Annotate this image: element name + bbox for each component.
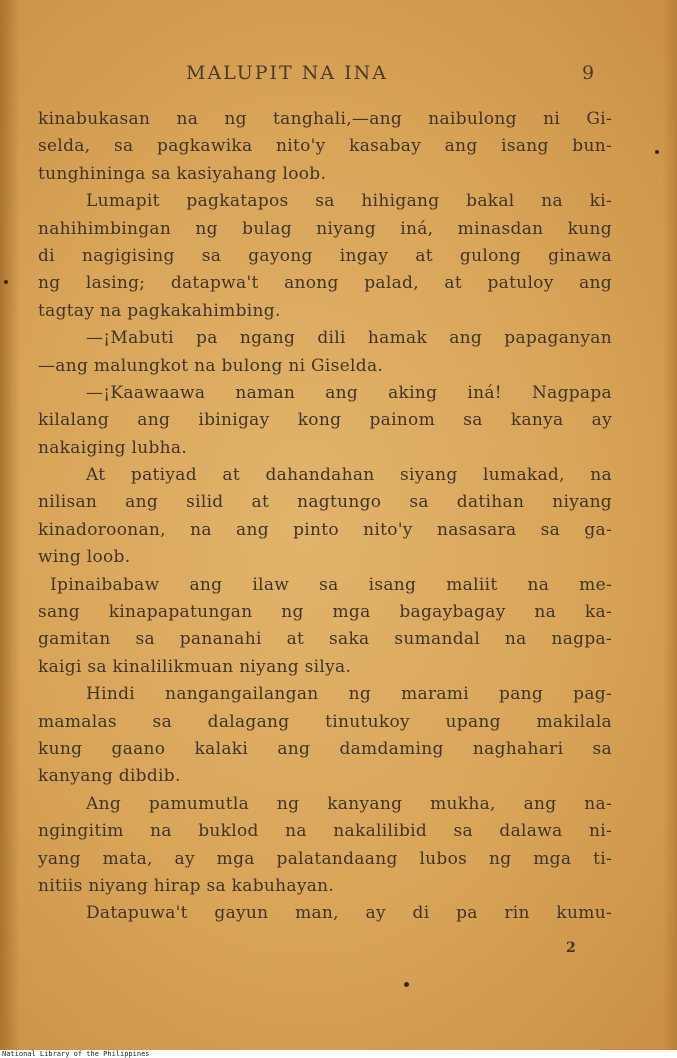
text-line: sang kinapapatungan ng mga bagaybagay na ka-: [38, 602, 612, 623]
text-line: mamalas sa dalagang tinutukoy upang makilala: [38, 711, 612, 732]
page-header: [0, 62, 677, 88]
text-line: yang mata, ay mga palatandaang lubos ng mga ti-: [38, 848, 612, 869]
text-line: Hindi nangangailangan ng marami pang pag-: [86, 684, 612, 705]
signature-mark: 2: [566, 940, 576, 956]
text-line: At patiyad at dahandahan siyang lumakad, na: [86, 465, 612, 486]
text-line: ngingitim na buklod na nakalilibid sa dalawa ni-: [38, 821, 612, 842]
text-line: kung gaano kalaki ang damdaming naghahari sa: [38, 738, 612, 759]
page-shadow-right: [663, 0, 677, 1050]
text-line: —¡Kaawaawa naman ang aking iná! Nagpapa: [86, 382, 612, 403]
text-line: —¡Mabuti pa ngang dili hamak ang papaganyan: [86, 328, 612, 349]
text-line: tagtay na pagkakahimbing.: [38, 300, 281, 321]
text-line: nilisan ang silid at nagtungo sa datihan niyang: [38, 492, 612, 513]
running-title: MALUPIT NA INA: [186, 62, 389, 84]
footer-credit: National Library of the Philippines: [2, 1050, 150, 1058]
page-number: 9: [582, 62, 595, 84]
text-line: nahihimbingan ng bulag niyang iná, minasdan kung: [38, 218, 612, 239]
text-line: Datapuwa't gayun man, ay di pa rin kumu-: [86, 903, 612, 924]
page-shadow-left: [0, 0, 20, 1050]
text-line: nakaiging lubha.: [38, 437, 188, 458]
text-line: gamitan sa pananahi at saka sumandal na nagpa-: [38, 629, 612, 650]
text-line: ng lasing; datapwa't anong palad, at patuloy ang: [38, 273, 612, 294]
text-line: nitiis niyang hirap sa kabuhayan.: [38, 875, 335, 896]
text-line: kaigi sa kinalilikmuan niyang silya.: [38, 656, 352, 677]
text-line: kinabukasan na ng tanghali,—ang naibulong ni Gi-: [38, 109, 612, 129]
text-line: wing loob.: [38, 547, 131, 568]
ink-speck: [404, 982, 409, 987]
text-line: di nagigising sa gayong ingay at gulong ginawa: [38, 245, 612, 266]
text-line: kilalang ang ibinigay kong painom sa kanya ay: [38, 410, 612, 431]
text-line: kinadoroonan, na ang pinto nito'y nasasara sa ga-: [38, 519, 612, 540]
ink-speck: [4, 280, 8, 284]
text-line: Ipinaibabaw ang ilaw sa isang maliit na me-: [50, 574, 612, 595]
text-line: tunghininga sa kasiyahang loob.: [38, 163, 327, 184]
text-line: Ang pamumutla ng kanyang mukha, ang na-: [86, 793, 612, 814]
text-line: kanyang dibdib.: [38, 766, 181, 787]
text-line: Lumapit pagkatapos sa hihigang bakal na ki-: [86, 191, 612, 212]
body-text: [38, 106, 612, 928]
text-line: —ang malungkot na bulong ni Giselda.: [38, 355, 384, 376]
text-line: selda, sa pagkawika nito'y kasabay ang isang bun-: [38, 136, 612, 157]
ink-speck: [655, 150, 659, 154]
